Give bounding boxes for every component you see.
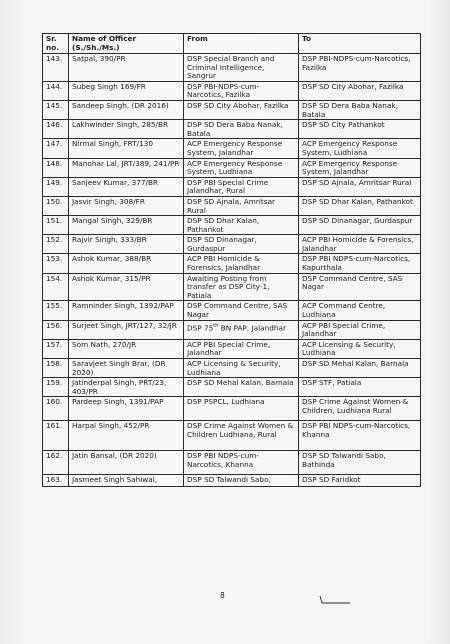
cell-sr-no: 159. [43, 378, 69, 397]
cell-sr-no: 150. [43, 196, 69, 215]
table-row [43, 451, 421, 475]
cell-from: DSP SD Ajnala, Amritsar Rural [184, 196, 299, 215]
cell-to: DSP SD Ajnala, Amritsar Rural [299, 177, 421, 196]
cell-sr-no: 146. [43, 120, 69, 139]
table-row [43, 54, 421, 82]
table-row [43, 421, 421, 451]
cell-to: DSP SD City Abohar, Fazilka [299, 81, 421, 100]
cell-from: DSP SD Dinanagar, Gurdaspur [184, 235, 299, 254]
cell-to: DSP SD Dhar Kalan, Pathankot [299, 196, 421, 215]
cell-officer-name: Satpal, 390/PR [69, 54, 184, 82]
table-row [43, 339, 421, 358]
table-row [43, 139, 421, 158]
cell-officer-name: Rajvir Singh, 333/BR [69, 235, 184, 254]
header-row [43, 34, 421, 54]
cell-sr-no: 151. [43, 216, 69, 235]
table-row [43, 273, 421, 301]
cell-from: DSP PBI Special Crime Jalandhar, Rural [184, 177, 299, 196]
cell-from: ACP PBI Special Crime, Jalandhar [184, 339, 299, 358]
table-row [43, 100, 421, 119]
cell-from: DSP SD Talwandi Sabo, [184, 475, 299, 487]
table-row [43, 475, 421, 487]
cell-sr-no: 157. [43, 339, 69, 358]
cell-to: ACP Emergency Response System, Jalandhar [299, 158, 421, 177]
cell-from: DSP SD Dera Baba Nanak, Batala [184, 120, 299, 139]
table-row [43, 320, 421, 339]
header-to: To [299, 34, 421, 54]
cell-to: DSP Command Centre, SAS Nagar [299, 273, 421, 301]
cell-sr-no: 155. [43, 301, 69, 320]
cell-from: DSP 75th BN PAP, Jalandhar [184, 320, 299, 339]
cell-officer-name: Pardeep Singh, 1391/PAP [69, 397, 184, 421]
cell-sr-no: 149. [43, 177, 69, 196]
cell-officer-name: Lakhwinder Singh, 285/BR [69, 120, 184, 139]
cell-to: DSP PBI NDPS-cum-Narcotics, Khanna [299, 421, 421, 451]
cell-from: DSP PSPCL, Ludhiana [184, 397, 299, 421]
signature-mark [318, 594, 352, 606]
cell-to: DSP SD Mehal Kalan, Barnala [299, 359, 421, 378]
cell-officer-name: Harpal Singh, 452/PR [69, 421, 184, 451]
table-row [43, 177, 421, 196]
cell-sr-no: 147. [43, 139, 69, 158]
table-row [43, 301, 421, 320]
cell-officer-name: Ashok Kumar, 388/BR [69, 254, 184, 273]
cell-officer-name: Nirmal Singh, FRT/130 [69, 139, 184, 158]
cell-officer-name: Saravjeet Singh Brar, (DR 2020) [69, 359, 184, 378]
cell-sr-no: 152. [43, 235, 69, 254]
table-header [43, 34, 421, 54]
table-row [43, 254, 421, 273]
cell-from: DSP SD City Abohar, Fazilka [184, 100, 299, 119]
table-row [43, 81, 421, 100]
cell-to: DSP PBI-NDPS-cum-Narcotics, Fazilka [299, 54, 421, 82]
cell-sr-no: 153. [43, 254, 69, 273]
table-row [43, 158, 421, 177]
cell-to: ACP Licensing & Security, Ludhiana [299, 339, 421, 358]
cell-officer-name: Som Nath, 270/JR [69, 339, 184, 358]
cell-to: DSP STF, Patiala [299, 378, 421, 397]
cell-to: ACP Emergency Response System, Ludhiana [299, 139, 421, 158]
cell-to: DSP PBI NDPS-cum-Narcotics, Kapurthala [299, 254, 421, 273]
cell-to: DSP SD Dinanagar, Gurdaspur [299, 216, 421, 235]
header-officer-name: Name of Officer (S./Sh./Ms.) [69, 34, 184, 54]
cell-officer-name: Surjeet Singh, JRT/127, 32/JR [69, 320, 184, 339]
cell-officer-name: Jasmeet Singh Sahiwal, [69, 475, 184, 487]
cell-officer-name: Sandeep Singh, (DR 2016) [69, 100, 184, 119]
cell-to: DSP SD City Pathankot [299, 120, 421, 139]
cell-from: DSP Command Centre, SAS Nagar [184, 301, 299, 320]
cell-to: ACP Command Centre, Ludhiana [299, 301, 421, 320]
cell-from: DSP Crime Against Women & Children Ludhiana, Rural [184, 421, 299, 451]
transfer-table [42, 33, 421, 487]
cell-from: Awaiting Posting from transfer as DSP City-1, Patiala [184, 273, 299, 301]
cell-sr-no: 156. [43, 320, 69, 339]
table-row [43, 235, 421, 254]
cell-from: DSP PBI-NDPS-cum-Narcotics, Fazilka [184, 81, 299, 100]
cell-to: DSP SD Faridkot [299, 475, 421, 487]
cell-from: ACP Emergency Response System, Ludhiana [184, 158, 299, 177]
table-body [43, 54, 421, 487]
cell-sr-no: 148. [43, 158, 69, 177]
cell-to: DSP SD Dera Baba Nanak, Batala [299, 100, 421, 119]
cell-from: DSP SD Mehal Kalan, Barnala [184, 378, 299, 397]
cell-sr-no: 160. [43, 397, 69, 421]
cell-from: ACP Emergency Response System, Jalandhar [184, 139, 299, 158]
cell-sr-no: 163. [43, 475, 69, 487]
cell-officer-name: Mangal Singh, 329/BR [69, 216, 184, 235]
cell-sr-no: 161. [43, 421, 69, 451]
header-from: From [184, 34, 299, 54]
cell-from: DSP Special Branch and Criminal Intelligence, Sangrur [184, 54, 299, 82]
table-row [43, 196, 421, 215]
cell-sr-no: 158. [43, 359, 69, 378]
cell-officer-name: Subeg Singh 169/FR [69, 81, 184, 100]
table-row [43, 378, 421, 397]
cell-from: ACP Licensing & Security, Ludhiana [184, 359, 299, 378]
cell-sr-no: 145. [43, 100, 69, 119]
cell-to: DSP Crime Against Women & Children, Ludhiana Rural [299, 397, 421, 421]
cell-to: DSP SD Talwandi Sabo, Bathinda [299, 451, 421, 475]
page-number: 8 [220, 591, 225, 600]
cell-officer-name: Jatin Bansal, (DR 2020) [69, 451, 184, 475]
cell-sr-no: 144. [43, 81, 69, 100]
cell-from: DSP SD Dhar Kalan, Pathankot [184, 216, 299, 235]
cell-officer-name: Jasvir Singh, 308/FR [69, 196, 184, 215]
cell-officer-name: Ashok Kumar, 315/PR [69, 273, 184, 301]
cell-to: ACP PBI Special Crime, Jalandhar [299, 320, 421, 339]
cell-from: DSP PBI NDPS-cum-Narcotics, Khanna [184, 451, 299, 475]
cell-officer-name: Ramninder Singh, 1392/PAP [69, 301, 184, 320]
table-row [43, 359, 421, 378]
cell-sr-no: 154. [43, 273, 69, 301]
cell-sr-no: 162. [43, 451, 69, 475]
cell-officer-name: Sanjeev Kumar, 377/BR [69, 177, 184, 196]
cell-sr-no: 143. [43, 54, 69, 82]
table-row [43, 216, 421, 235]
header-sr-no: Sr. no. [43, 34, 69, 54]
cell-officer-name: Manohar Lal, JRT/389, 241/PR [69, 158, 184, 177]
cell-officer-name: Jatinderpal Singh, PRT/23, 403/PR [69, 378, 184, 397]
table-row [43, 397, 421, 421]
cell-to: ACP PBI Homicide & Forensics, Jalandhar [299, 235, 421, 254]
table-row [43, 120, 421, 139]
cell-from: ACP PBI Homicide & Forensics, Jalandhar [184, 254, 299, 273]
